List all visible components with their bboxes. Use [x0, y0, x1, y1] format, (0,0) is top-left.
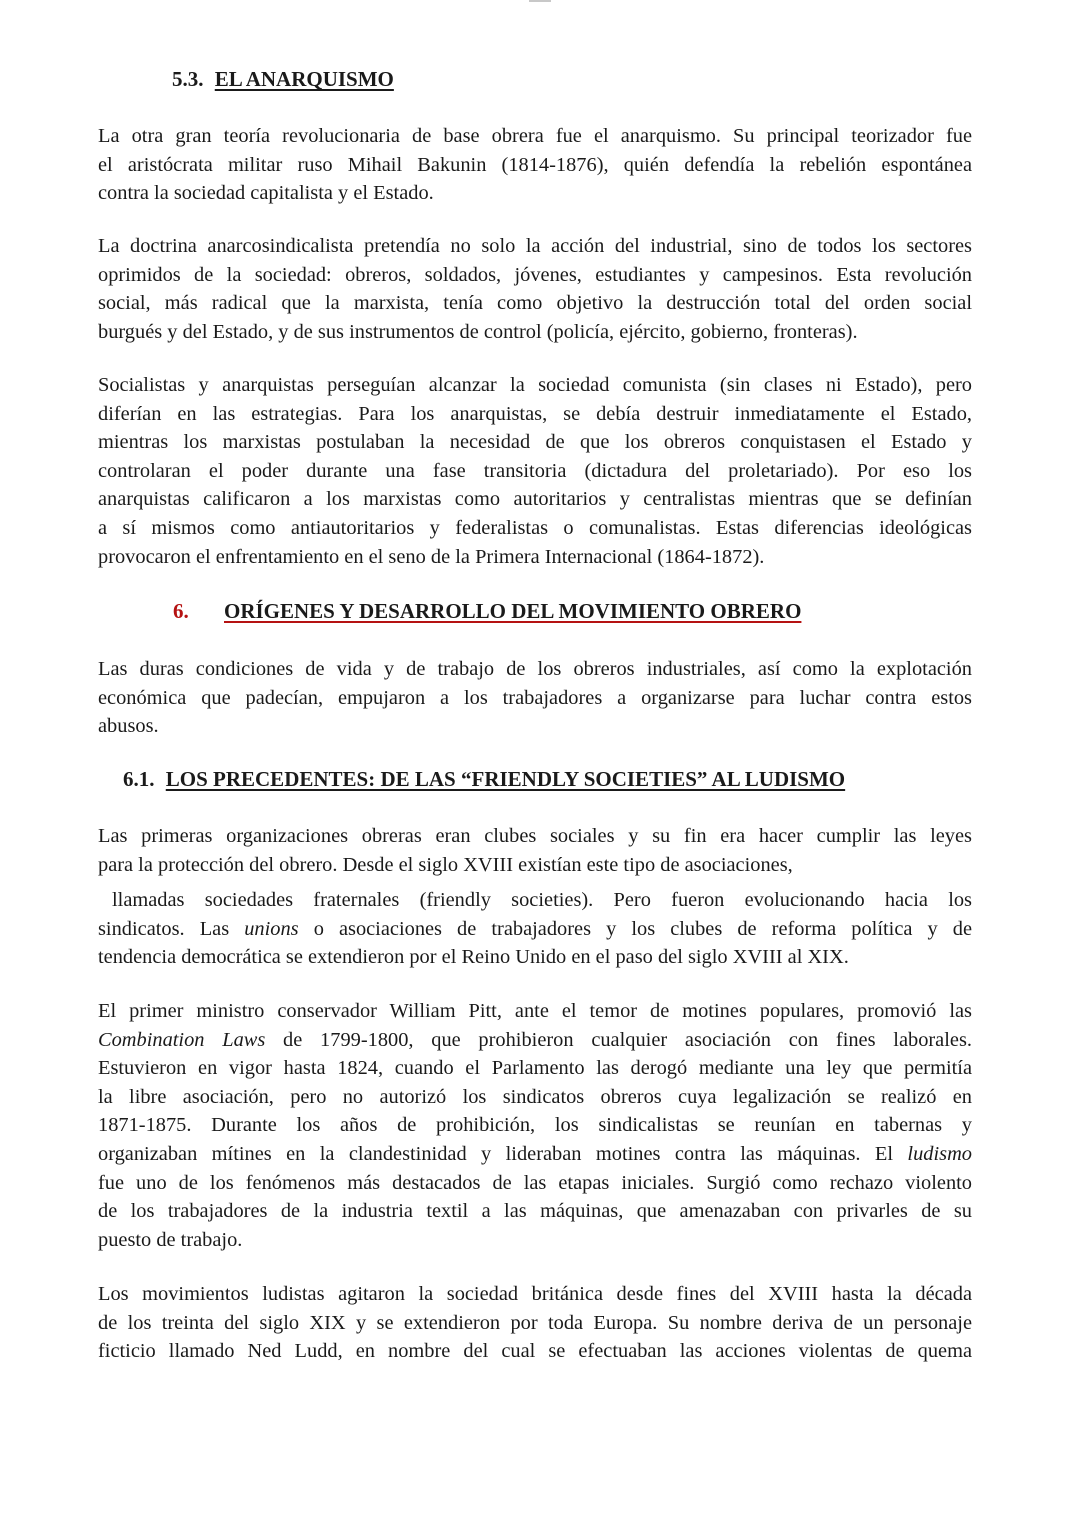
text-line: ficticio llamado Ned Ludd, en nombre del cual se efectuaban las acciones violentas de quema [98, 1340, 972, 1363]
section-title: ORÍGENES Y DESARROLLO DEL MOVIMIENTO OBRERO [224, 599, 802, 623]
text-line: provocaron el enfrentamiento en el seno de la Primera Internacional (1864-1872). [98, 545, 765, 568]
text-line: la libre asociación, pero no autorizó los sindicatos obreros cuya legalización se realizó en [98, 1085, 972, 1108]
text-line: Estuvieron en vigor hasta 1824, cuando el Parlamento las derogó mediante una ley que permitía [98, 1057, 972, 1080]
text-line: El primer ministro conservador William Pitt, ante el temor de motines populares, promovió las [98, 1000, 972, 1022]
text-span: sindicatos. Las [98, 917, 245, 940]
text-span: organizaban mítines en la clandestinidad y lideraban motines contra las máquinas. El [98, 1142, 908, 1165]
paragraph-primeras-organizaciones [98, 822, 972, 879]
section-number: 6. [173, 599, 189, 623]
text-line: Las primeras organizaciones obreras eran clubes sociales y su fin era hacer cumplir las leyes [98, 825, 972, 847]
paragraph-friendly-societies [98, 886, 972, 972]
text-line: llamadas sociedades fraternales (friendly societies). Pero fueron evolucionando hacia los [112, 889, 972, 911]
text-line: Socialistas y anarquistas perseguían alcanzar la sociedad comunista (sin clases ni Estado), pero [98, 374, 972, 396]
text-span: de 1799-1800, que prohibieron cualquier asociación con fines laborales. [265, 1028, 972, 1051]
page-top-divider [529, 0, 551, 2]
paragraph-anarcosindicalismo [98, 232, 972, 346]
text-line: La doctrina anarcosindicalista pretendía no solo la acción del industrial, sino de todos los sectores [98, 235, 972, 257]
section-title: EL ANARQUISMO [214, 67, 394, 91]
text-line: para la protección del obrero. Desde el siglo XVIII existían este tipo de asociaciones, [98, 853, 793, 876]
paragraph-socialistas-anarquistas [98, 371, 972, 571]
section-number: 5.3. [172, 67, 204, 91]
text-line [98, 1140, 972, 1169]
emphasis-term: unions [244, 917, 299, 940]
text-line: de los trabajadores de la industria textil a las máquinas, que amenazaban con privarles de su [98, 1200, 972, 1223]
text-line: a sí mismos como antiautoritarios y federalistas o comunalistas. Estas diferencias ideológicas [98, 516, 972, 539]
text-line: oprimidos de la sociedad: obreros, soldados, jóvenes, estudiantes y campesinos. Esta revolución [98, 263, 972, 286]
text-line: La otra gran teoría revolucionaria de base obrera fue el anarquismo. Su principal teorizador fue [98, 125, 972, 147]
text-line: de los treinta del siglo XIX y se extendieron por toda Europa. Su nombre deriva de un personaje [98, 1311, 972, 1334]
paragraph-combination-laws [98, 997, 972, 1254]
text-line: puesto de trabajo. [98, 1228, 243, 1251]
section-heading-6-1 [123, 766, 845, 792]
text-line: Los movimientos ludistas agitaron la sociedad británica desde fines del XVIII hasta la década [98, 1283, 972, 1305]
text-line: social, más radical que la marxista, tenía como objetivo la destrucción total del orden social [98, 292, 972, 315]
text-line: Las duras condiciones de vida y de trabajo de los obreros industriales, así como la explotación [98, 658, 972, 680]
text-line: fue uno de los fenómenos más destacados de las etapas iniciales. Surgió como rechazo violento [98, 1171, 972, 1194]
text-line: diferían en las estrategias. Para los anarquistas, se debía destruir inmediatamente el Estado, [98, 402, 972, 425]
emphasis-term: ludismo [907, 1142, 972, 1165]
text-span: o asociaciones de trabajadores y los clubes de reforma política y de [298, 917, 972, 940]
text-line: económica que padecían, empujaron a los trabajadores a organizarse para luchar contra estos [98, 686, 972, 709]
text-line: el aristócrata militar ruso Mihail Bakunin (1814-1876), quién defendía la rebelión espontánea [98, 153, 972, 176]
text-line: tendencia democrática se extendieron por el Reino Unido en el paso del siglo XVIII al XIX. [98, 946, 849, 969]
text-line: contra la sociedad capitalista y el Estado. [98, 182, 434, 205]
text-line: anarquistas calificaron a los marxistas como autoritarios y centralistas mientras que se definían [98, 488, 972, 511]
paragraph-anarquismo-intro [98, 122, 972, 208]
text-line: controlaran el poder durante una fase transitoria (dictadura del proletariado). Por eso los [98, 459, 972, 482]
text-line: burgués y del Estado, y de sus instrumentos de control (policía, ejército, gobierno, fronteras). [98, 320, 858, 343]
text-line [98, 1026, 972, 1055]
section-heading-5-3 [172, 66, 394, 92]
section-heading-6 [173, 598, 801, 624]
text-line [98, 915, 972, 944]
section-title: LOS PRECEDENTES: DE LAS “FRIENDLY SOCIETIES” AL LUDISMO [165, 767, 846, 791]
paragraph-condiciones-obreros [98, 655, 972, 741]
text-line: mientras los marxistas postulaban la necesidad de que los obreros conquistasen el Estado y [98, 431, 972, 454]
section-number: 6.1. [123, 767, 155, 791]
text-line: 1871-1875. Durante los años de prohibición, los sindicalistas se reunían en tabernas y [98, 1114, 972, 1137]
text-line: abusos. [98, 715, 159, 738]
emphasis-term: Combination Laws [98, 1028, 266, 1051]
paragraph-movimientos-ludistas [98, 1280, 972, 1366]
